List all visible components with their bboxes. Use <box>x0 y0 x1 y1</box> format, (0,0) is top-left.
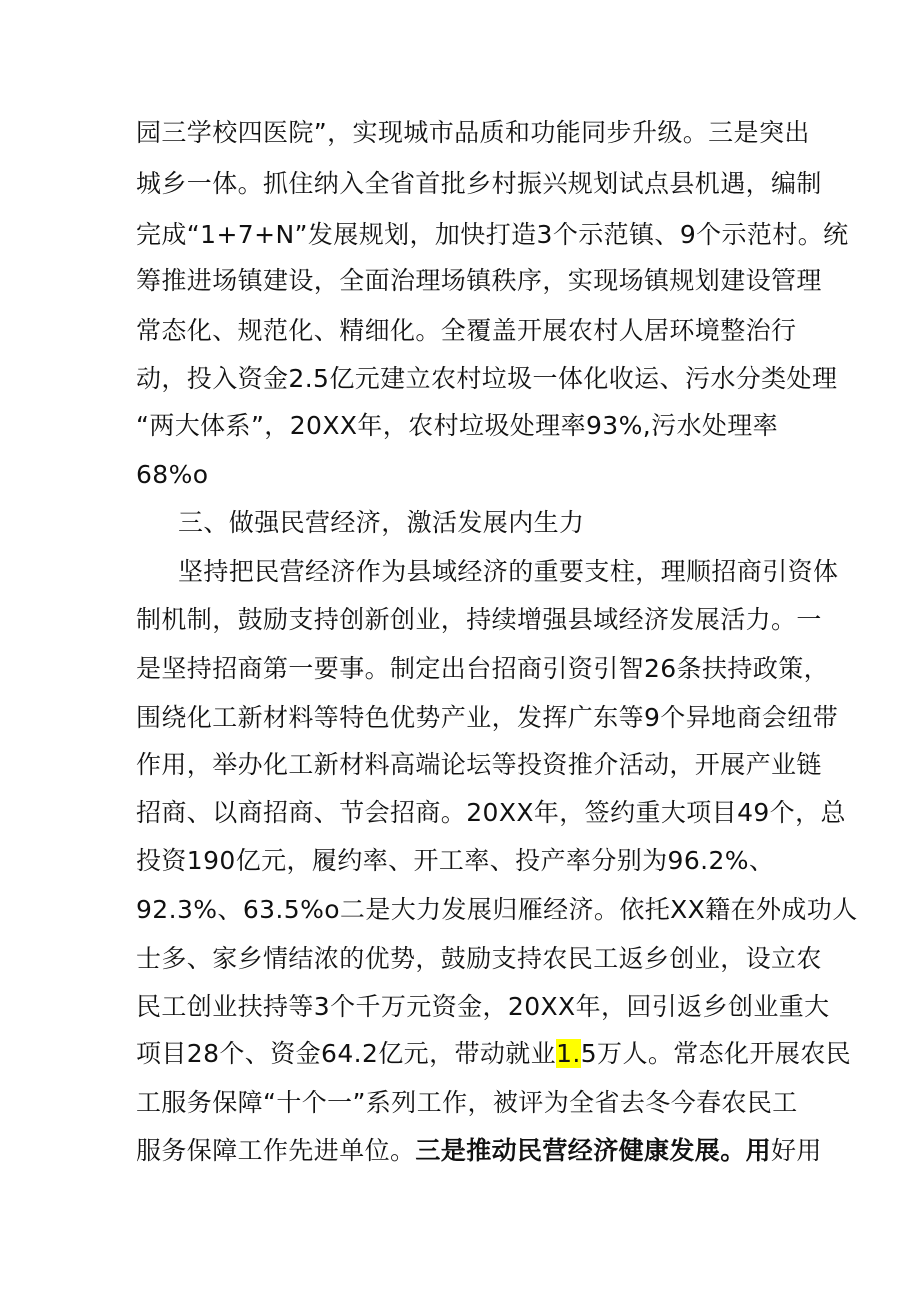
text-line: 招商、以商招商、节会招商。20XX年，签约重大项目49个，总 <box>136 798 846 827</box>
bold-text: 三是推动民营经济健康发展。用 <box>415 1136 772 1165</box>
text-line-with-highlight <box>136 1037 851 1071</box>
text-segment: 服务保障工作先进单位。 <box>136 1136 416 1165</box>
text-line-with-bold <box>136 1134 822 1168</box>
text-segment: 好用 <box>771 1136 822 1165</box>
text-line: 民工创业扶持等3个千万元资金，20XX年，回引返乡创业重大 <box>136 992 830 1021</box>
text-line: 92.3%、63.5%o二是大力发展归雁经济。依托XX籍在外成功人 <box>136 895 858 924</box>
text-line: 围绕化工新材料等特色优势产业，发挥广东等9个异地商会纽带 <box>136 703 839 732</box>
text-line: 68%o <box>136 460 209 489</box>
text-line: 是坚持招商第一要事。制定出台招商引资引智26条扶持政策， <box>136 654 830 683</box>
highlighted-text: 1. <box>556 1039 581 1068</box>
text-line: “两大体系”，20XX年，农村垃圾处理率93%,污水处理率 <box>136 411 779 440</box>
text-line: 园三学校四医院”，实现城市品质和功能同步升级。三是突出 <box>136 118 810 147</box>
text-line: 工服务保障“十个一”系列工作，被评为全省去冬今春农民工 <box>136 1088 798 1117</box>
text-line: 动，投入资金2.5亿元建立农村垃圾一体化收运、污水分类处理 <box>136 364 838 393</box>
text-line: 坚持把民营经济作为县域经济的重要支柱，理顺招商引资体 <box>178 557 839 586</box>
text-line: 常态化、规范化、精细化。全覆盖开展农村人居环境整治行 <box>136 316 797 345</box>
section-heading: 三、做强民营经济，激活发展内生力 <box>178 508 585 537</box>
text-line: 城乡一体。抓住纳入全省首批乡村振兴规划试点县机遇，编制 <box>136 169 822 198</box>
text-line: 士多、家乡情结浓的优势，鼓励支持农民工返乡创业，设立农 <box>136 944 822 973</box>
text-line: 作用，举办化工新材料高端论坛等投资推介活动，开展产业链 <box>136 750 822 779</box>
text-line: 完成“1+7+N”发展规划，加快打造3个示范镇、9个示范村。统 <box>136 220 849 249</box>
text-segment: 5万人。常态化开展农民 <box>580 1039 852 1068</box>
text-line: 投资190亿元，履约率、开工率、投产率分别为96.2%、 <box>136 846 775 875</box>
text-segment: 项目28个、资金64.2亿元，带动就业 <box>136 1039 557 1068</box>
text-line: 筹推进场镇建设，全面治理场镇秩序，实现场镇规划建设管理 <box>136 266 822 295</box>
text-line: 制机制，鼓励支持创新创业，持续增强县域经济发展活力。一 <box>136 605 822 634</box>
